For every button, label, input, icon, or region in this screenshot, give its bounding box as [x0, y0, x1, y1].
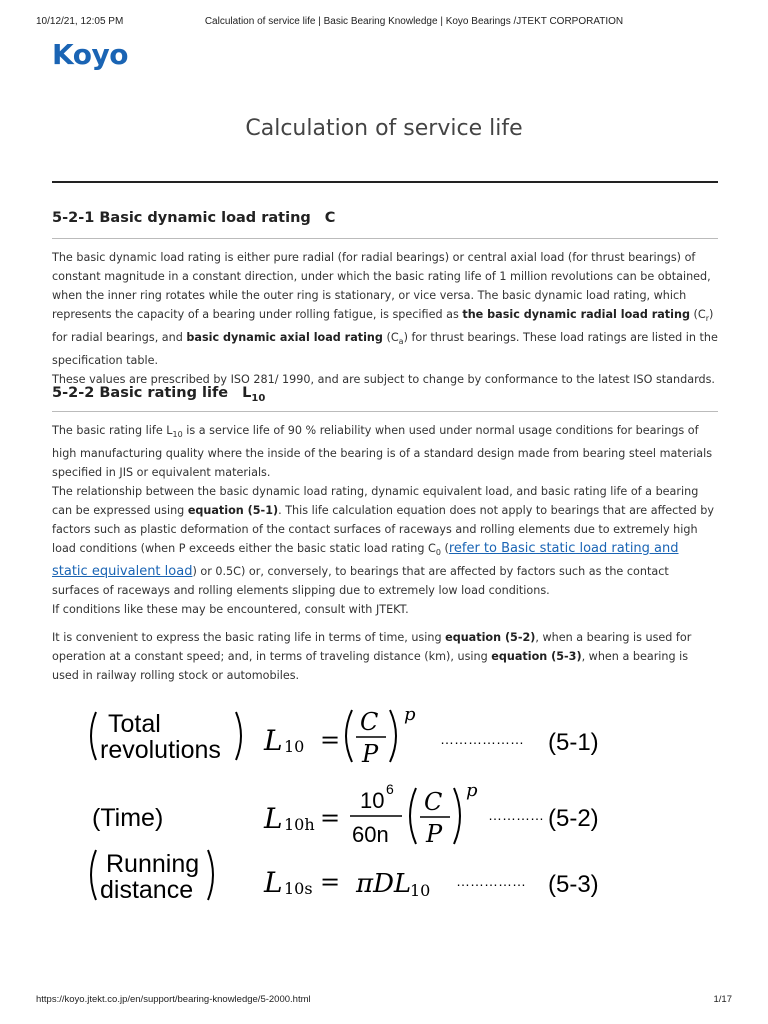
svg-text:=: = — [320, 804, 341, 832]
svg-text:10: 10 — [360, 788, 385, 813]
equation-5-1 — [91, 704, 599, 768]
svg-text:L: L — [264, 866, 283, 899]
term-axial-load-rating: basic dynamic axial load rating — [186, 331, 383, 345]
svg-text:L: L — [264, 802, 283, 835]
svg-text:revolutions: revolutions — [100, 736, 221, 764]
term-radial-load-rating: the basic dynamic radial load rating — [462, 308, 690, 321]
svg-text:p: p — [404, 704, 416, 725]
svg-text:10: 10 — [284, 737, 305, 756]
title-divider — [52, 181, 718, 183]
section-symbol: $L_{10}$ — [242, 385, 266, 404]
equation-ref-5-2: equation (5-2) — [445, 631, 536, 644]
paragraph-basic-rating-life: The basic rating life $L_{10}$ is a service life of 90 % reliability when used under normal usage conditions for bearings of high manufacturing quality where the inside of the bearing is of a standard design made from bearing steel materials specified in JIS or equivalent materials. The relationship between the basic dynamic load rating, dynamic equivalent load, and basic rating life of a bearing can be expressed using equation (5-1). This life calculation equation does not apply to bearings that are affected by factors such as plastic deformation of the contact surfaces of raceways and rolling elements due to extremely high load conditions (when P exceeds either the basic static load rating $C_0$ (refer to Basic static load rating and static equivalent load) or 0.5C) or, conversely, to bearings that are affected by factors such as the contact surfaces of raceways and rolling elements slipping due to extremely low load conditions. If conditions like these may be encountered, consult with JTEKT. — [52, 424, 714, 617]
print-footer — [36, 994, 732, 1008]
svg-text:………………: ……………… — [440, 731, 524, 747]
svg-text:=: = — [320, 868, 341, 896]
paragraph-iso-note: These values are prescribed by ISO 281/ 1990, and are subject to change by conformance to the latest ISO standards. — [52, 373, 715, 387]
svg-text:(5-1): (5-1) — [548, 729, 599, 756]
equation-5-2 — [92, 780, 599, 848]
svg-text:=: = — [320, 726, 341, 754]
svg-text:(5-3): (5-3) — [548, 871, 599, 898]
svg-text:10s: 10s — [284, 879, 313, 898]
life-equations-figure — [84, 700, 644, 910]
equation-5-3 — [91, 850, 599, 904]
svg-text:6: 6 — [386, 781, 394, 797]
paragraph-dynamic-load-rating: The basic dynamic load rating is either pure radial (for radial bearings) or central axial load (for thrust bearings) of constant magnitude in a constant direction, under which the basic rating life of 1 million revolutions can be obtained, when the inner ring rotates while the outer ring is stationary, or vice versa. The basic dynamic load rating, which represents the capacity of a bearing under rolling fatigue, is specified as the basic dynamic radial load rating $(C_r)$ for radial bearings, and basic dynamic axial load rating $(C_a)$ for thrust bearings. These load ratings are listed in the specification table. These values are prescribed by ISO 281/ 1990, and are subject to change by conformance to the latest ISO standards. — [52, 251, 718, 387]
svg-text:P: P — [362, 740, 379, 768]
section-heading-5-2-2 — [52, 385, 265, 404]
section-symbol: C — [324, 210, 336, 226]
print-header — [36, 16, 732, 30]
koyo-logo[interactable]: Koyo — [52, 38, 128, 71]
section-heading-5-2-1 — [52, 210, 335, 226]
svg-text:πDL: πDL — [356, 869, 412, 899]
section-heading-text: 5-2-2 Basic rating life — [52, 385, 229, 401]
svg-text:distance: distance — [100, 876, 194, 904]
svg-text:10h: 10h — [284, 815, 315, 834]
print-datetime: 10/12/21, 12:05 PM — [36, 16, 124, 27]
equation-ref-5-1: equation (5-1) — [187, 504, 279, 518]
section-heading-text: 5-2-1 Basic dynamic load rating — [52, 210, 311, 226]
svg-text:60n: 60n — [352, 822, 389, 847]
svg-text:C: C — [424, 788, 443, 816]
svg-text:……………: …………… — [456, 873, 526, 889]
svg-text:P: P — [426, 820, 443, 848]
print-page-title: Calculation of service life | Basic Bearing Knowledge | Koyo Bearings /JTEKT CORPORATION — [204, 16, 624, 27]
svg-text:10: 10 — [410, 881, 431, 900]
svg-text:L: L — [264, 724, 283, 757]
svg-text:(Time): (Time) — [92, 804, 164, 832]
svg-text:Running: Running — [106, 850, 200, 878]
section-divider — [52, 238, 718, 239]
svg-text:C: C — [360, 708, 379, 736]
page-title: Calculation of service life — [245, 116, 523, 141]
svg-text:p: p — [466, 780, 478, 801]
paragraph-time-distance: It is convenient to express the basic rating life in terms of time, using equation (5-2), when a bearing is used for operation at a constant speed; and, in terms of traveling distance (km), using equation (5-3), when a bearing is used in railway rolling stock or automobiles. — [52, 631, 692, 682]
svg-text:Total: Total — [108, 710, 161, 738]
svg-text:(5-2): (5-2) — [548, 805, 599, 832]
section-divider — [52, 411, 718, 412]
svg-text:…………: ………… — [488, 807, 544, 823]
static-load-rating-link[interactable]: refer to Basic static load rating and static equivalent load — [52, 541, 679, 580]
equation-ref-5-3: equation (5-3) — [491, 650, 582, 663]
print-page-number: 1/17 — [713, 994, 732, 1005]
paragraph-consult-note: If conditions like these may be encountered, consult with JTEKT. — [52, 603, 409, 617]
print-url: https://koyo.jtekt.co.jp/en/support/bearing-knowledge/5-2000.html — [36, 994, 311, 1005]
